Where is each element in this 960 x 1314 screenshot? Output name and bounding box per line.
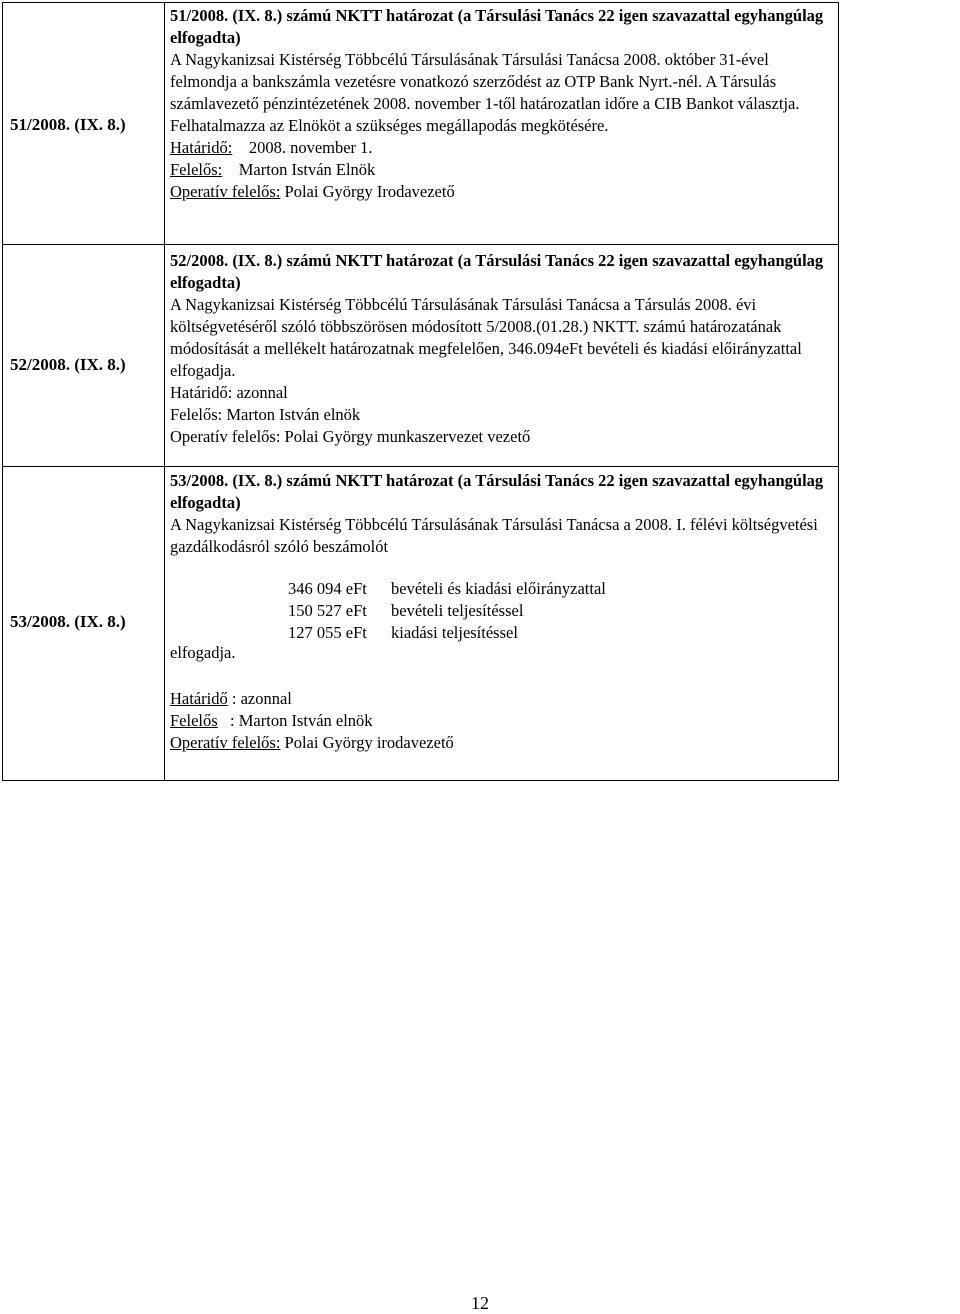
- deadline-line: [170, 382, 834, 404]
- operative-value: Polai György irodavezető: [284, 733, 454, 752]
- resolution-row: [3, 3, 839, 245]
- resolution-body: A Nagykanizsai Kistérség Többcélú Társulásának Társulási Tanácsa a Társulás 2008. évi költségvetéséről szóló többszörösen módosított 5/2008.(01.28.) NKTT. számú határozatának módosítását a mellékelt határozatnak megfelelően, 346.094eFt bevételi és kiadási előirányzattal elfogadja.: [170, 295, 802, 380]
- responsible-label: Felelős: [170, 711, 218, 730]
- deadline-value: : azonnal: [231, 689, 292, 708]
- operative-label: Operatív felelős:: [170, 733, 281, 752]
- resolution-number: 51/2008. (IX. 8.): [10, 115, 126, 134]
- resolution-number: 53/2008. (IX. 8.): [10, 612, 126, 631]
- operative-label: Operatív felelős:: [170, 182, 281, 201]
- responsible-label: Felelős:: [170, 405, 223, 424]
- resolution-number-cell: [3, 467, 165, 781]
- resolution-number: 52/2008. (IX. 8.): [10, 355, 126, 374]
- responsible-label: Felelős:: [170, 160, 223, 179]
- resolution-heading: 51/2008. (IX. 8.) számú NKTT határozat (a Társulási Tanács 22 igen szavazattal egyhangúlag elfogadta): [170, 6, 824, 47]
- closing-text: elfogadja.: [170, 643, 236, 662]
- responsible-value: Marton István elnök: [226, 405, 361, 424]
- deadline-label: Határidő:: [170, 383, 233, 402]
- resolution-text-cell: [165, 3, 839, 245]
- amount-value: 127 055 eFt: [288, 623, 367, 642]
- resolution-text-cell: [165, 467, 839, 781]
- operative-line: [170, 732, 834, 754]
- resolutions-table: [2, 2, 839, 781]
- responsible-line: [170, 159, 834, 181]
- responsible-line: [170, 710, 834, 732]
- deadline-value: azonnal: [236, 383, 288, 402]
- deadline-label: Határidő:: [170, 138, 233, 157]
- operative-line: [170, 181, 834, 203]
- deadline-line: [170, 137, 834, 159]
- responsible-line: [170, 404, 834, 426]
- resolution-heading: 52/2008. (IX. 8.) számú NKTT határozat (a Társulási Tanács 22 igen szavazattal egyhangúlag elfogadta): [170, 251, 824, 292]
- operative-value: Polai György munkaszervezet vezető: [284, 427, 531, 446]
- responsible-value: : Marton István elnök: [230, 711, 373, 730]
- amount-line: [288, 622, 834, 644]
- amount-value: 150 527 eFt: [288, 601, 367, 620]
- amounts-list: [288, 578, 834, 644]
- resolution-number-cell: [3, 3, 165, 245]
- amount-line: [288, 600, 834, 622]
- amount-text: bevételi és kiadási előirányzattal: [391, 579, 606, 598]
- deadline-value: 2008. november 1.: [248, 138, 373, 157]
- amount-text: bevételi teljesítéssel: [391, 601, 524, 620]
- amount-value: 346 094 eFt: [288, 579, 367, 598]
- resolution-text-cell: [165, 245, 839, 467]
- deadline-line: [170, 688, 834, 710]
- amount-text: kiadási teljesítéssel: [391, 623, 518, 642]
- amount-line: [288, 578, 834, 600]
- resolution-body: A Nagykanizsai Kistérség Többcélú Társulásának Társulási Tanácsa a 2008. I. félévi költségvetési gazdálkodásról szóló beszámolót: [170, 515, 818, 556]
- deadline-label: Határidő: [170, 689, 228, 708]
- resolution-number-cell: [3, 245, 165, 467]
- resolution-body: A Nagykanizsai Kistérség Többcélú Társulásának Társulási Tanácsa 2008. október 31-ével felmondja a bankszámla vezetésre vonatkozó szerződést az OTP Bank Nyrt.-nél. A Társulás számlavezető pénzintézetének 2008. november 1-től határozatlan időre a CIB Bankot választja. Felhatalmazza az Elnököt a szükséges megállapodás megkötésére.: [170, 50, 800, 135]
- operative-value: Polai György Irodavezető: [284, 182, 455, 201]
- resolution-heading: 53/2008. (IX. 8.) számú NKTT határozat (a Társulási Tanács 22 igen szavazattal egyhangúlag elfogadta): [170, 471, 824, 512]
- resolution-row: [3, 467, 839, 781]
- operative-label: Operatív felelős:: [170, 427, 281, 446]
- operative-line: [170, 426, 834, 448]
- resolution-row: [3, 245, 839, 467]
- responsible-value: Marton István Elnök: [238, 160, 376, 179]
- page-number: 12: [471, 1293, 489, 1313]
